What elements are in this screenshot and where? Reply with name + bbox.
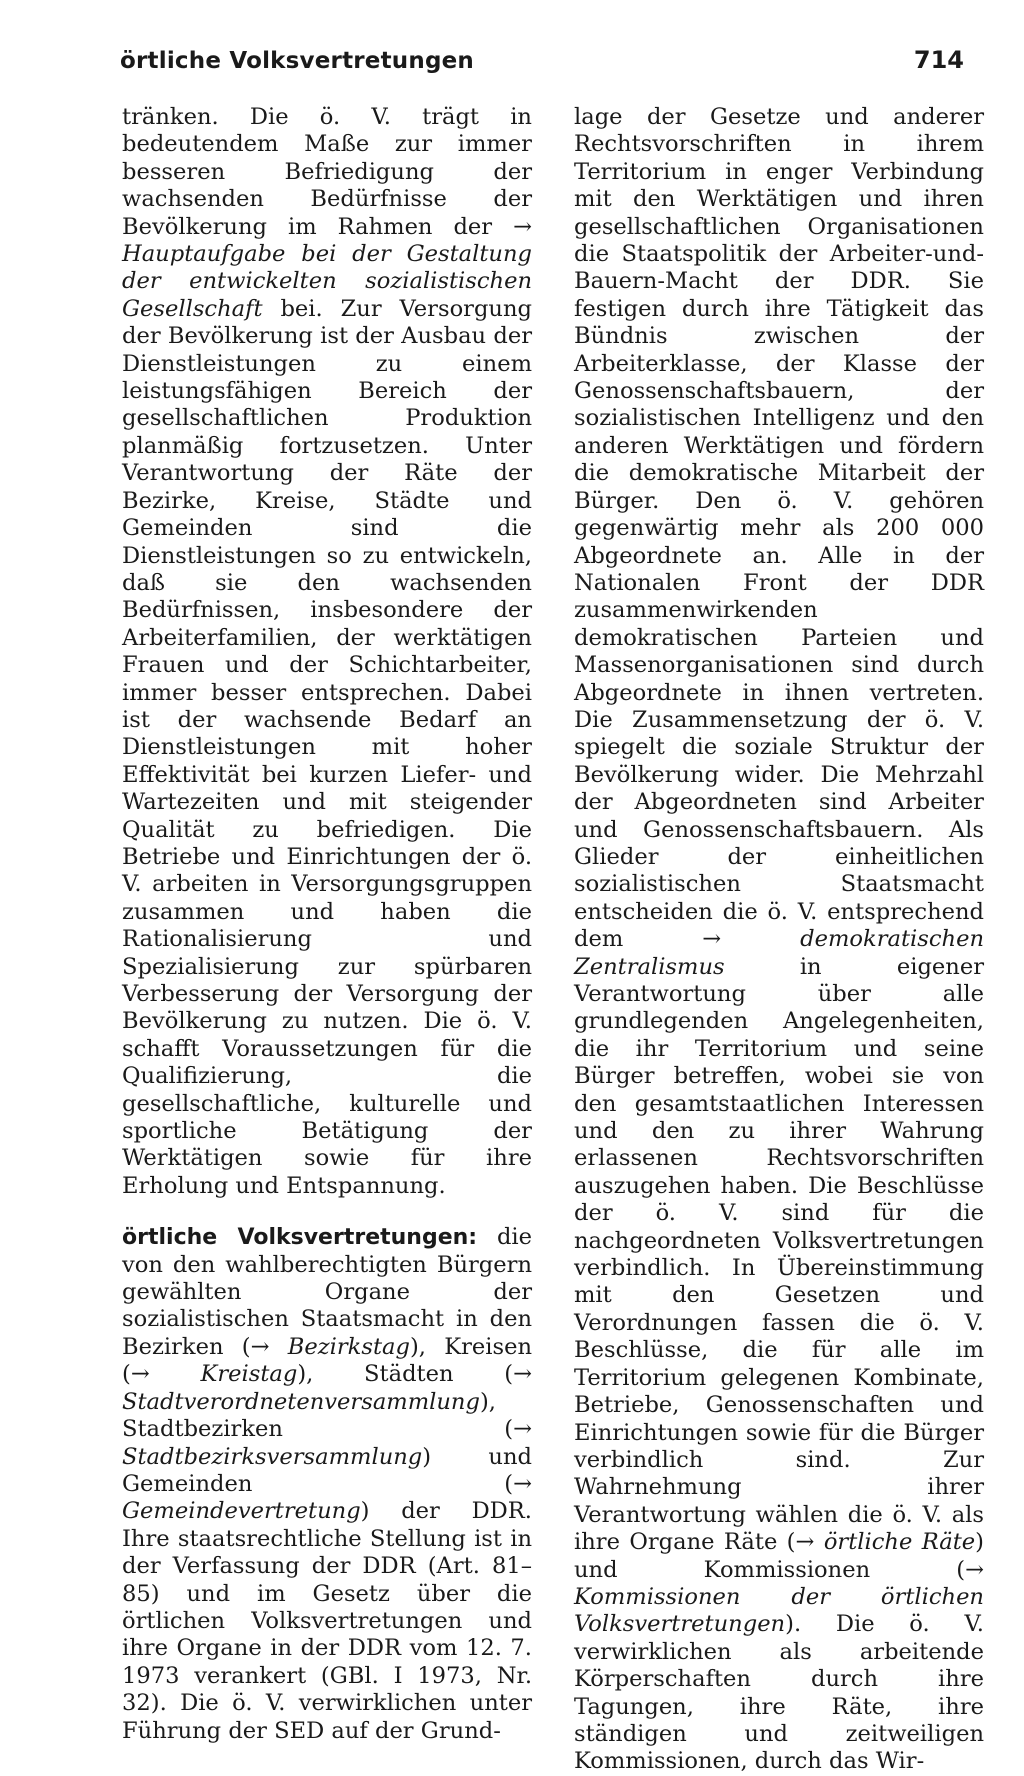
text-run: ). Die ö. V. verwirklichen als arbeitende Körperschaften durch ihre Tagungen, ihre Räte, ihre ständigen und zeitweiligen Kommissionen, durch das Wir-	[574, 1611, 984, 1775]
cross-reference: Bezirkstag	[287, 1333, 410, 1360]
text-run: ) der DDR. Ihre staatsrechtliche Stellung ist in der Verfassung der DDR (Art. 81–85) und im Gesetz über die örtlichen Volksvertretungen und ihre Organe in der DDR vom 12. 7. 1973 verankert (GBl. I 1973, Nr. 32). Die ö. V. verwirklichen unter Führung der SED auf der Grund-	[122, 1498, 532, 1744]
text-run: ), Stadtbezirken (	[122, 1388, 514, 1443]
left-column	[122, 104, 532, 1745]
cross-reference: Hauptaufgabe bei der Gestaltung der entwickelten sozialistischen Gesellschaft	[122, 241, 532, 322]
arrow-icon: →	[513, 1361, 532, 1388]
arrow-icon: →	[130, 1361, 150, 1388]
arrow-icon: →	[513, 213, 532, 240]
text-run: lage der Gesetze und anderer Rechtsvorschriften in ihrem Territorium in enger Verbindung mit den Werktätigen und ihren gesellschaftlichen Organisationen die Staatspolitik der Arbeiter-und-Bauern-Macht der DDR. Sie festigen durch ihre Tätigkeit das Bündnis zwischen der Arbeiterklasse, der Klasse der Genossenschaftsbauern, der sozialistischen Intelligenz und den anderen Werktätigen und fördern die demokratische Mitarbeit der Bürger. Den ö. V. gehören gegenwärtig mehr als 200 000 Abgeordnete an. Alle in der Nationalen Front der DDR zusammenwirkenden demokratischen Parteien und Massenorganisationen sind durch Abgeordnete in ihnen vertreten. Die Zusammensetzung der ö. V. spiegelt die soziale Struktur der Bevölkerung wider. Die Mehrzahl der Abgeordneten sind Arbeiter und Genossenschaftsbauern. Als Glieder der einheitlichen sozialistischen Staatsmacht entscheiden die ö. V. entsprechend dem	[574, 104, 984, 953]
entry-term: örtliche Volksvertretungen:	[122, 1225, 478, 1251]
cross-reference: Gemeindevertretung	[122, 1498, 361, 1525]
arrow-icon: →	[795, 1529, 815, 1556]
paragraph-continuation	[122, 104, 532, 1200]
arrow-icon: →	[513, 1416, 532, 1443]
dictionary-entry	[122, 1224, 532, 1745]
page-number: 714	[913, 46, 964, 74]
right-column	[574, 104, 984, 1776]
running-title: örtliche Volksvertretungen	[120, 48, 474, 74]
cross-reference: Stadtverordnetenversammlung	[122, 1388, 480, 1415]
text-run: tränken. Die ö. V. trägt in bedeutendem Maße zur immer besseren Befriedigung der wachsenden Bedürfnisse der Bevölkerung im Rahmen der	[122, 104, 532, 240]
text-run: ) und Kommissionen (	[574, 1529, 984, 1583]
arrow-icon: →	[965, 1556, 984, 1583]
text-run: ), Kreisen (	[122, 1333, 532, 1388]
text-run: ) und Gemeinden (	[122, 1443, 532, 1497]
text-run: die von den wahlberechtigten Bürgern gewählten Organe der sozialistischen Staatsmacht in den Bezirken (	[122, 1224, 532, 1360]
cross-reference: demokratischen Zentralismus	[574, 926, 984, 980]
cross-reference: Kommissionen der örtlichen Volksvertretungen	[574, 1583, 984, 1638]
arrow-icon: →	[702, 926, 722, 953]
arrow-icon: →	[250, 1333, 270, 1360]
arrow-icon: →	[513, 1470, 532, 1497]
cross-reference: örtliche Räte	[823, 1529, 976, 1556]
cross-reference: Kreistag	[200, 1361, 298, 1388]
paragraph-continuation	[574, 104, 984, 1776]
text-run: ), Städten (	[297, 1361, 514, 1388]
cross-reference: Stadtbezirksversammlung	[122, 1443, 423, 1470]
text-run: in eigener Verantwortung über alle grundlegenden Angelegenheiten, die ihr Territorium und seine Bürger betreffen, wobei sie von den gesamtstaatlichen Interessen und den zu ihrer Wahrung erlassenen Rechtsvorschriften auszugehen haben. Die Beschlüsse der ö. V. sind für die nachgeordneten Volksvertretungen verbindlich. In Übereinstimmung mit den Gesetzen und Verordnungen fassen die ö. V. Beschlüsse, die für alle im Territorium gelegenen Kombinate, Betriebe, Genossenschaften und Einrichtungen sowie für die Bürger verbindlich sind. Zur Wahrnehmung ihrer Verantwortung wählen die ö. V. als ihre Organe Räte (	[574, 953, 984, 1556]
text-run: bei. Zur Versorgung der Bevölkerung ist der Ausbau der Dienstleistungen zu einem leistungsfähigen Bereich der gesellschaftlichen Produktion planmäßig fortzusetzen. Unter Verantwortung der Räte der Bezirke, Kreise, Städte und Gemeinden sind die Dienstleistungen so zu entwickeln, daß sie den wachsenden Bedürfnissen, insbesondere der Arbeiterfamilien, der werktätigen Frauen und der Schichtarbeiter, immer besser entsprechen. Dabei ist der wachsende Bedarf an Dienstleistungen mit hoher Effektivität bei kurzen Liefer- und Wartezeiten und mit steigender Qualität zu befriedigen. Die Betriebe und Einrichtungen der ö. V. arbeiten in Versorgungsgruppen zusammen und haben die Rationalisierung und Spezialisierung zur spürbaren Verbesserung der Versorgung der Bevölkerung zu nutzen. Die ö. V. schafft Voraussetzungen für die Qualifizierung, die gesellschaftliche, kulturelle und sportliche Betätigung der Werktätigen sowie für ihre Erholung und Entspannung.	[122, 295, 532, 1199]
